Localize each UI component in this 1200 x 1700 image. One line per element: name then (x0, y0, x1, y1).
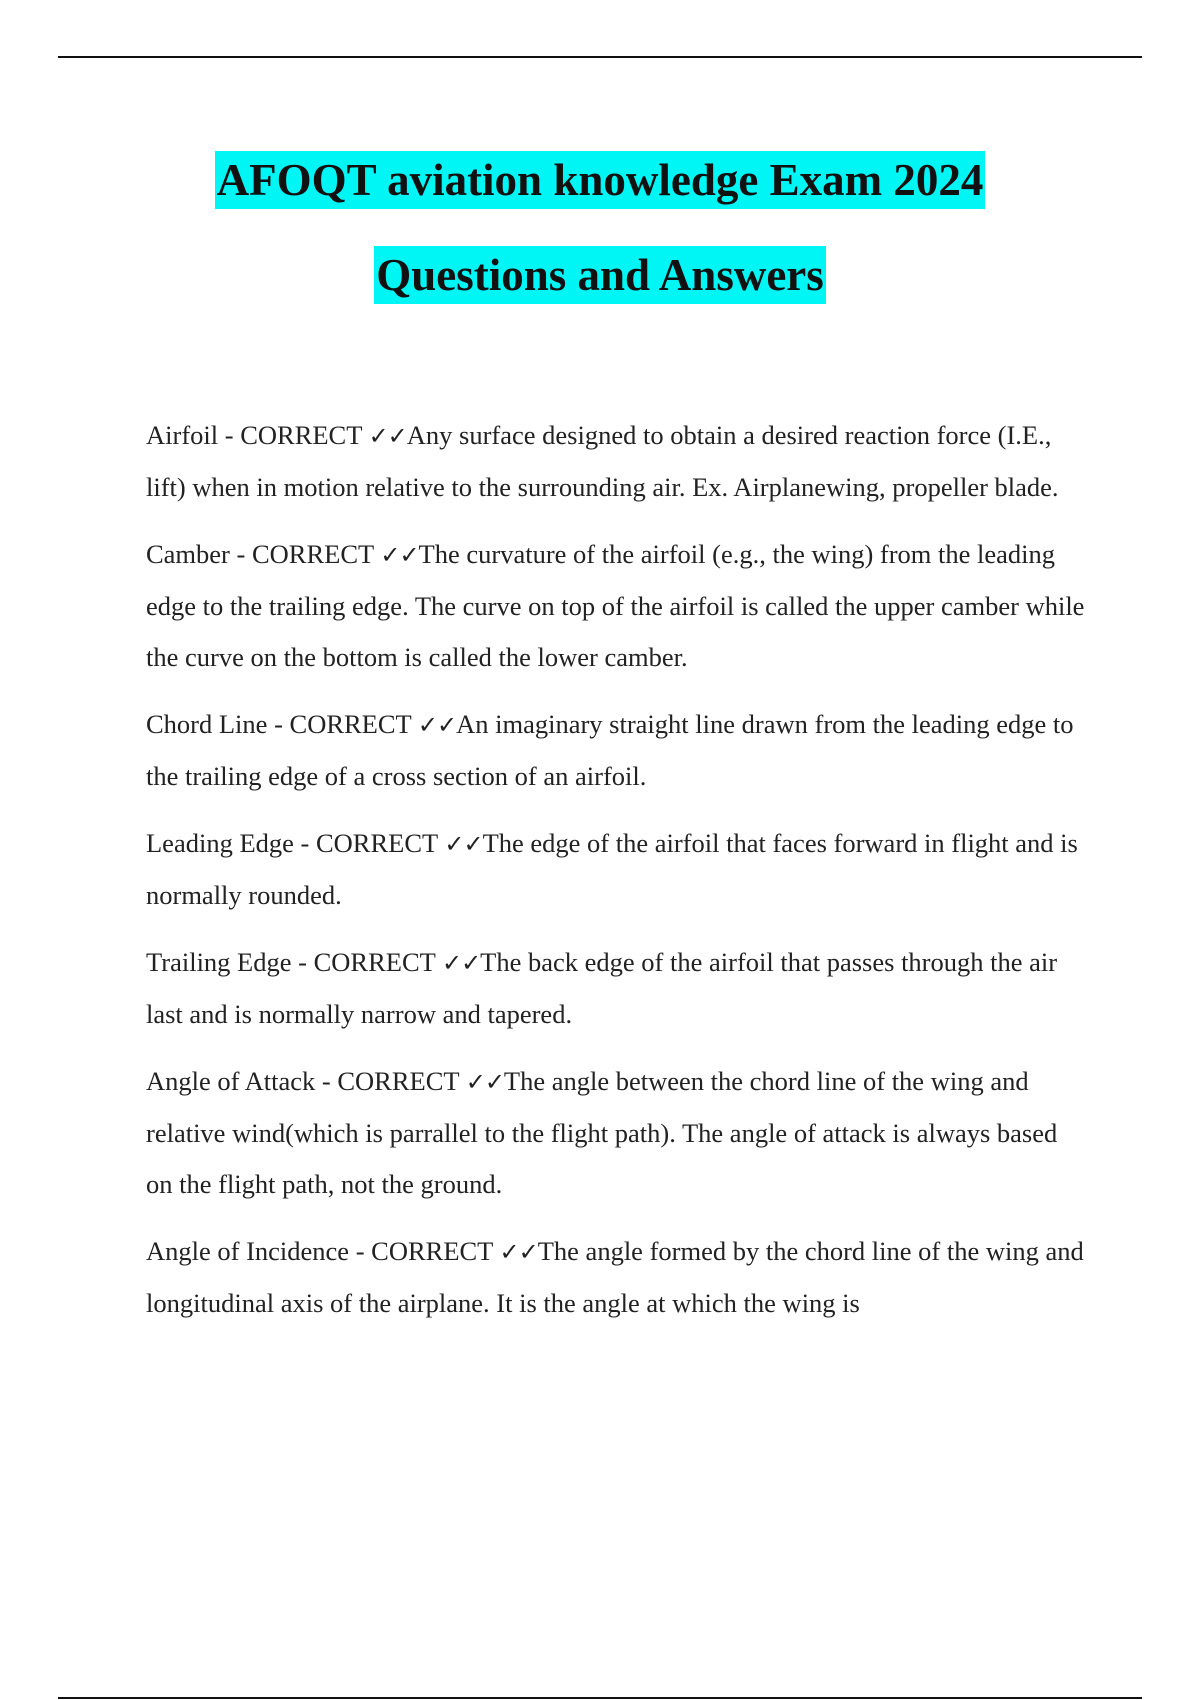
entry-term: Leading Edge (146, 828, 294, 858)
entry-definition: The angle between the chord line of the wing and relative wind(which is parrallel to the flight path). The angle of attack is always based on the flight path, not the ground. (146, 1066, 1058, 1199)
check-icon: ✓✓ (465, 1068, 504, 1096)
title-line-1 (0, 138, 1200, 233)
entry-definition: The angle formed by the chord line of the wing and longitudinal axis of the airplane. It is the angle at which the wing is (146, 1236, 1084, 1318)
title-line-2 (0, 233, 1200, 328)
bottom-rule (58, 1697, 1142, 1699)
check-icon: ✓✓ (441, 949, 481, 977)
entry-term: Chord Line (146, 709, 268, 739)
entry-term: Camber (146, 539, 230, 569)
qa-entry-camber (146, 529, 1086, 683)
correct-label: CORRECT (371, 1236, 493, 1266)
qa-entry-leading-edge (146, 818, 1086, 921)
title-text-1: AFOQT aviation knowledge Exam 2024 (215, 151, 986, 209)
check-icon: ✓✓ (444, 830, 483, 858)
correct-label: CORRECT (289, 709, 412, 739)
qa-entry-angle-of-incidence (146, 1226, 1086, 1329)
check-icon: ✓✓ (380, 541, 419, 569)
correct-label: CORRECT (313, 947, 436, 977)
entry-separator: - (293, 828, 316, 858)
entry-separator: - (315, 1066, 338, 1096)
document-title (0, 138, 1200, 328)
correct-label: CORRECT (240, 420, 362, 450)
correct-label: CORRECT (337, 1066, 460, 1096)
entry-definition: The back edge of the airfoil that passes through the air last and is normally narrow and tapered. (146, 947, 1058, 1029)
qa-entries (146, 410, 1086, 1345)
qa-entry-airfoil (146, 410, 1086, 513)
title-text-2: Questions and Answers (374, 246, 826, 304)
entry-separator: - (349, 1236, 372, 1266)
entry-separator: - (229, 539, 252, 569)
entry-separator: - (291, 947, 314, 977)
check-icon: ✓✓ (417, 711, 457, 739)
top-rule (58, 56, 1142, 58)
entry-term: Angle of Incidence (146, 1236, 350, 1266)
entry-separator: - (267, 709, 290, 739)
correct-label: CORRECT (251, 539, 374, 569)
entry-definition: An imaginary straight line drawn from the leading edge to the trailing edge of a cross section of an airfoil. (146, 709, 1074, 791)
entry-term: Trailing Edge (146, 947, 292, 977)
entry-definition: The edge of the airfoil that faces forward in flight and is normally rounded. (146, 828, 1078, 910)
entry-term: Airfoil (146, 420, 219, 450)
check-icon: ✓✓ (499, 1238, 538, 1266)
qa-entry-chord-line (146, 699, 1086, 802)
entry-term: Angle of Attack (146, 1066, 316, 1096)
correct-label: CORRECT (315, 828, 438, 858)
entry-separator: - (218, 420, 241, 450)
qa-entry-trailing-edge (146, 937, 1086, 1040)
check-icon: ✓✓ (368, 422, 407, 450)
qa-entry-angle-of-attack (146, 1056, 1086, 1210)
entry-definition: The curvature of the airfoil (e.g., the wing) from the leading edge to the trailing edge. The curve on top of the airfoil is called the upper camber while the curve on the bottom is called the lower camber. (146, 539, 1085, 672)
entry-definition: Any surface designed to obtain a desired reaction force (I.E., lift) when in motion relative to the surrounding air. Ex. Airplanewing, propeller blade. (146, 420, 1059, 502)
